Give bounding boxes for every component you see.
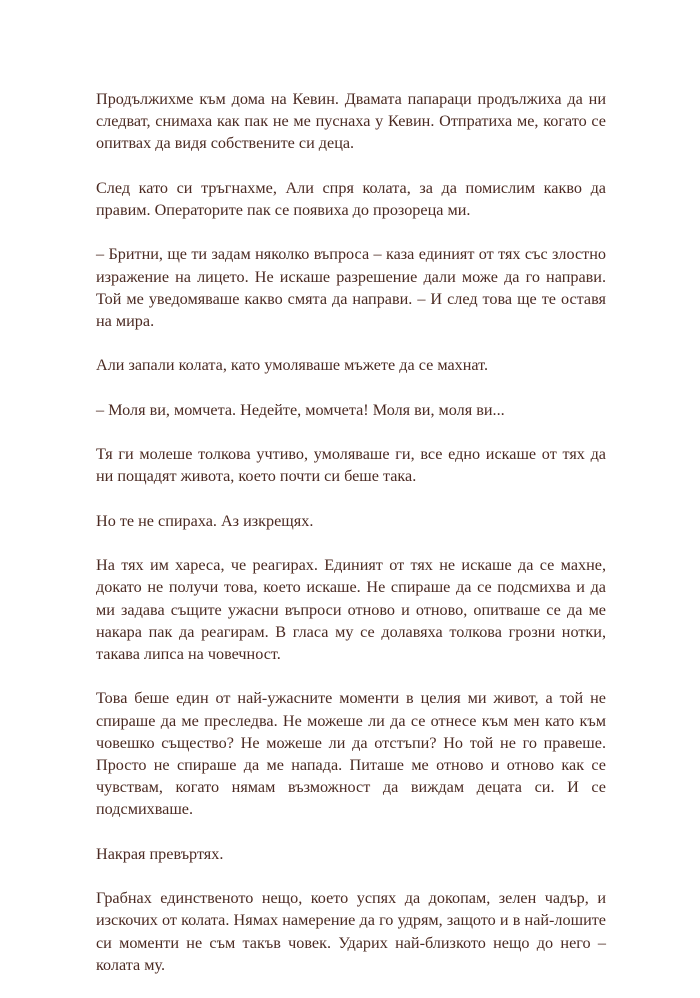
paragraph-11: Грабнах единственото нещо, което успях да докопам, зелен чадър, и изскочих от колата. Нямах намерение да го удрям, защото и в най-лошите си моменти не съм такъв човек. Ударих най-близкото нещо до него – колата му. [96, 889, 606, 974]
paragraph-4: Али запали колата, като умоляваше мъжете да се махнат. [96, 356, 489, 375]
paragraph-10: Накрая превъртях. [96, 844, 224, 863]
paragraph-9: Това беше един от най-ужасните моменти в целия ми живот, а той не спираше да ме преследва. Не можеше ли да се отнесе към мен като към човешко същество? Не можеше ли да отстъпи? Но той не го правеше. Просто не спираше да ме напада. Питаше ме отново и отново как се чувствам, когато нямам възможност да виждам децата си. И се подсмихваше. [96, 689, 606, 819]
paragraph-7: Но те не спираха. Аз изкрещях. [96, 511, 314, 530]
paragraph-2: След като си тръгнахме, Али спря колата, за да помислим какво да правим. Операторите пак се появиха до прозореца ми. [96, 178, 606, 219]
paragraph-5: – Моля ви, момчета. Недейте, момчета! Моля ви, моля ви... [96, 400, 505, 419]
paragraph-3: – Бритни, ще ти задам няколко въпроса – каза единият от тях със злостно изражение на лицето. Не искаше разрешение дали може да го направи. Той ме уведомяваше какво смята да направи. – И след това ще те оставя на мира. [96, 245, 606, 330]
paragraph-6: Тя ги молеше толкова учтиво, умоляваше ги, все едно искаше от тях да ни пощадят живота, което почти си беше така. [96, 445, 606, 486]
paragraph-8: На тях им хареса, че реагирах. Единият от тях не искаше да се махне, докато не получи това, което искаше. Не спираше да се подсмихва и да ми задава същите ужасни въпроси отново и отново, опитваше се да ме накара пак да реагирам. В гласа му се долавяха толкова грозни нотки, такава липса на човечност. [96, 556, 606, 663]
document-body [96, 88, 606, 998]
paragraph-1: Продължихме към дома на Кевин. Двамата папараци продължиха да ни следват, снимаха как пак не ме пуснаха у Кевин. Отпратиха ме, когато се опитвах да видя собствените си деца. [96, 90, 606, 153]
